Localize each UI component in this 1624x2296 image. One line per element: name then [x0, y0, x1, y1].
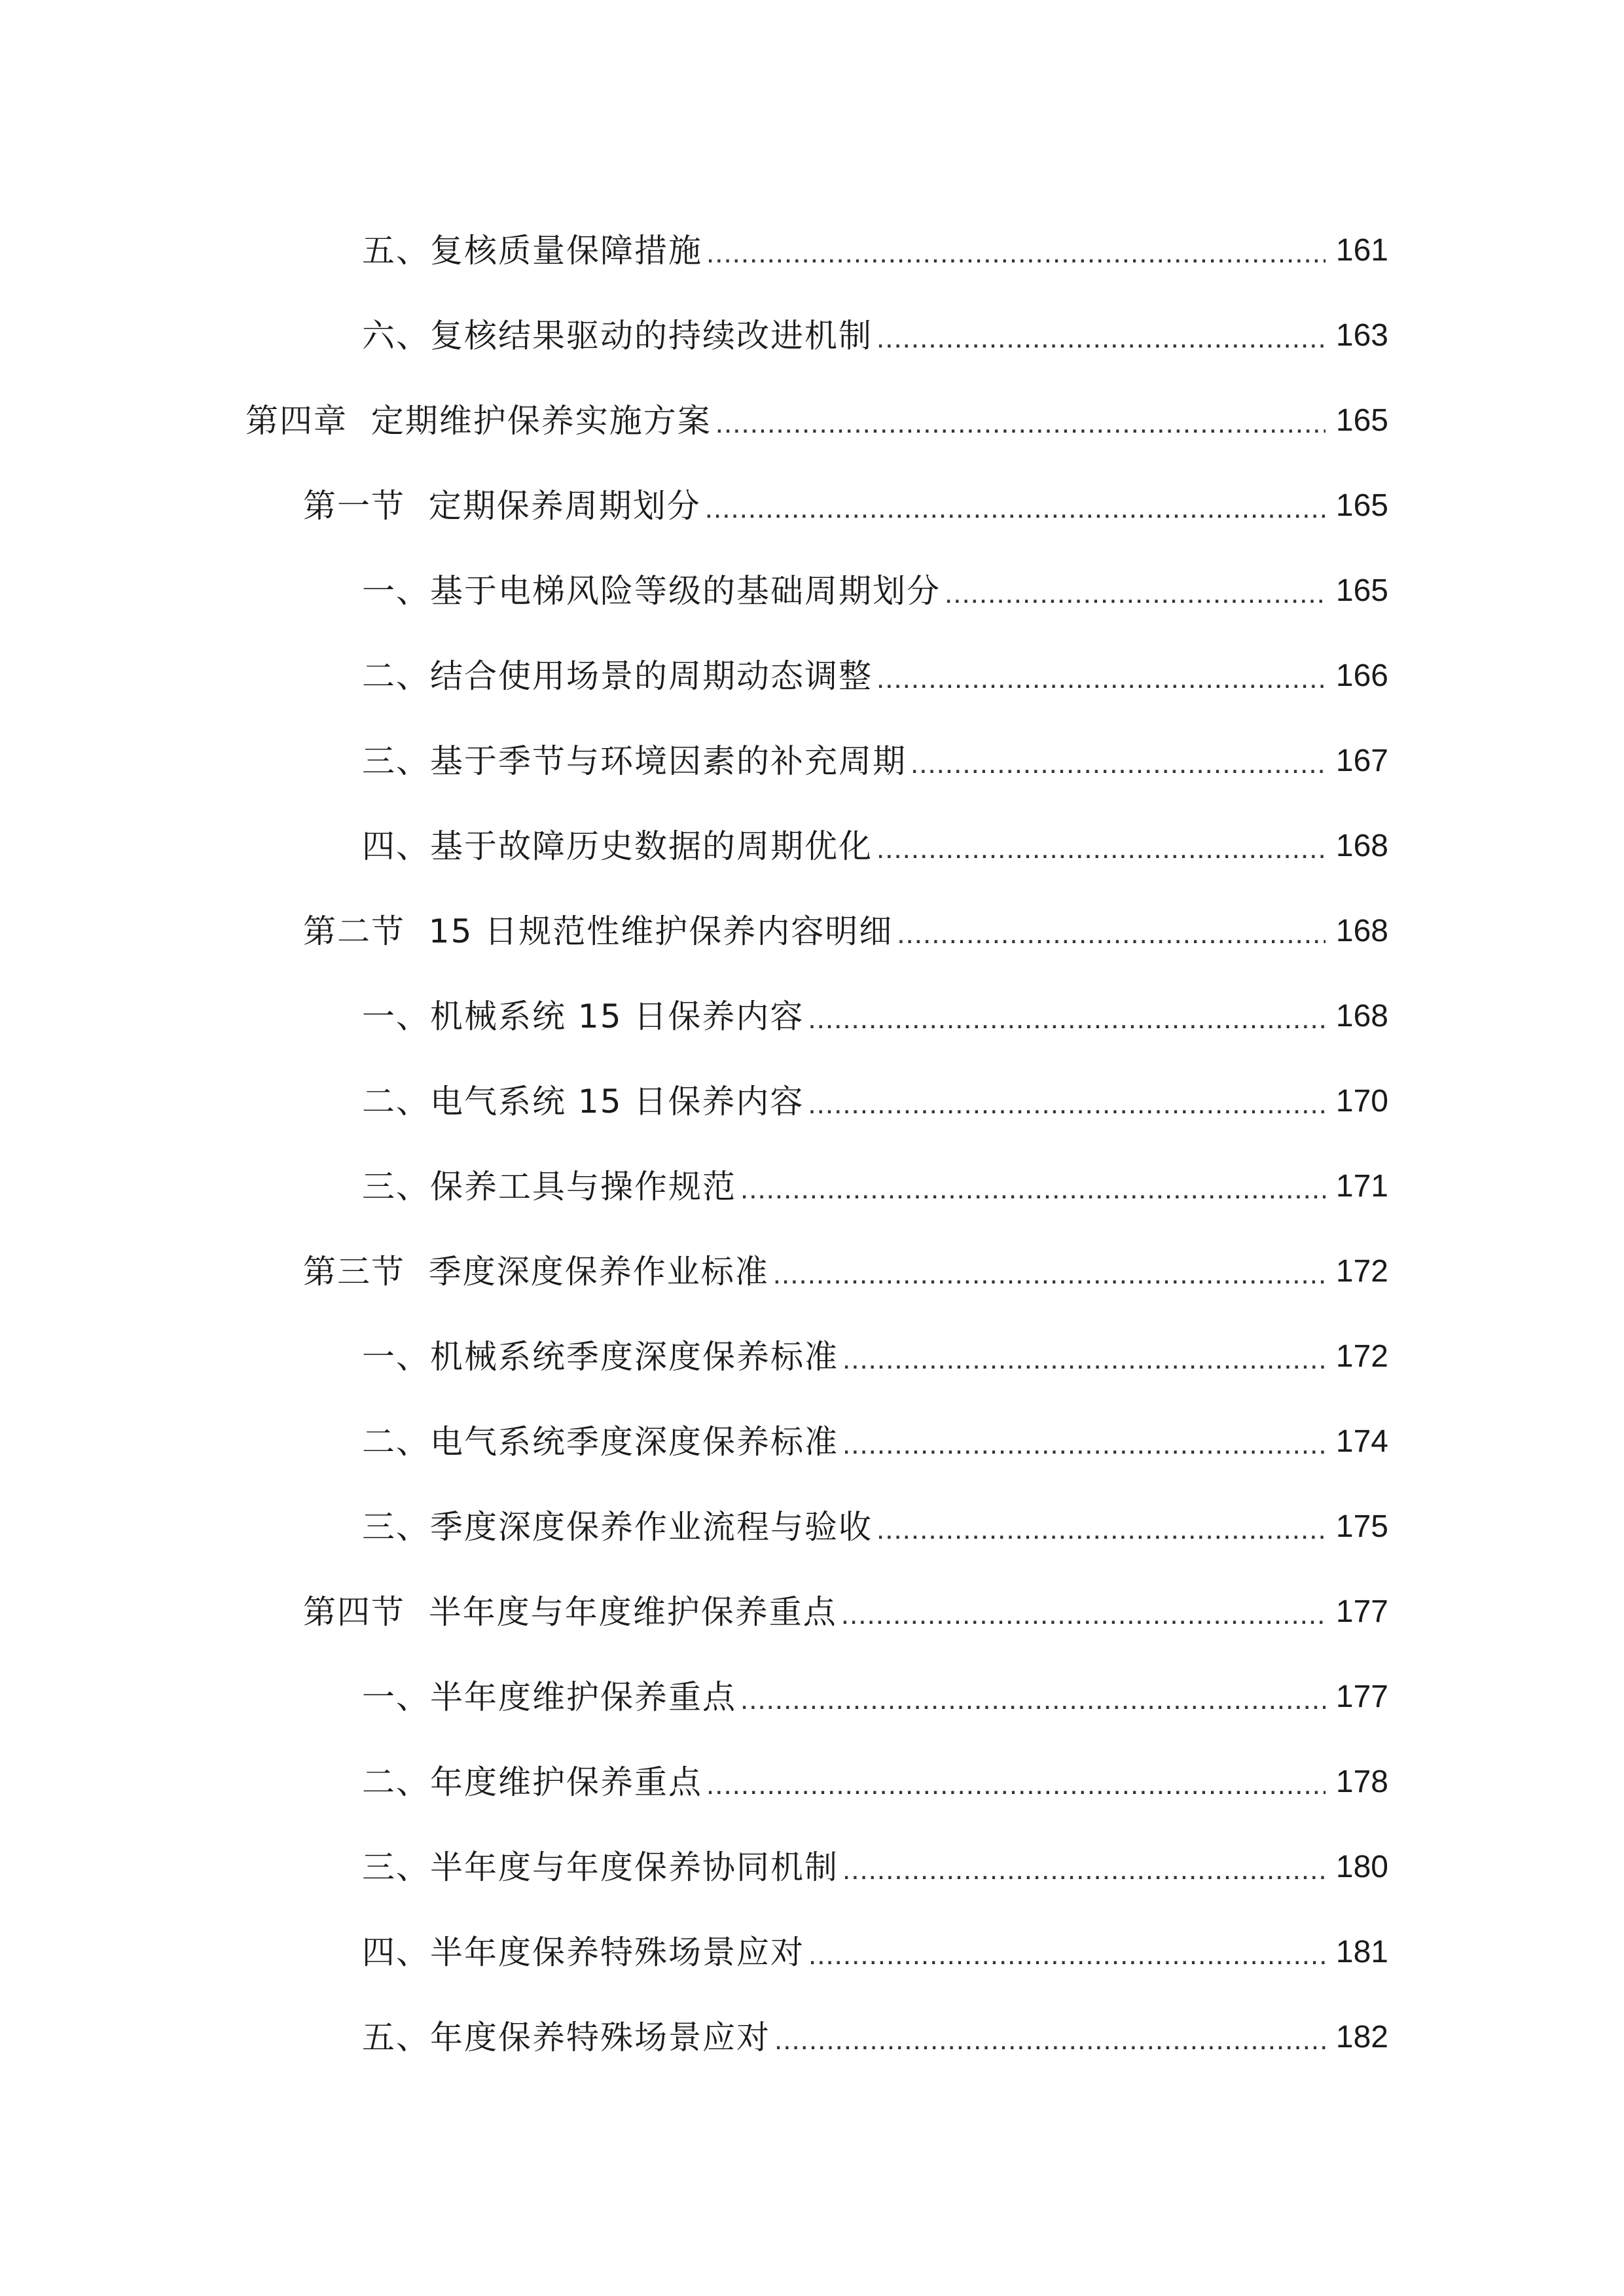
toc-subsection-entry[interactable] — [0, 293, 1624, 378]
toc-entry-title: 第四节 半年度与年度维护保养重点 — [303, 1593, 837, 1631]
toc-entry-title: 三、基于季节与环境因素的补充周期 — [362, 742, 907, 780]
toc-page-number: 172 — [1335, 1339, 1388, 1374]
toc-chapter-entry[interactable] — [0, 378, 1624, 463]
toc-dot-leader — [705, 494, 1326, 523]
toc-entry-title: 二、结合使用场景的周期动态调整 — [362, 657, 873, 695]
toc-subsection-entry[interactable] — [0, 548, 1624, 634]
toc-subsection-entry[interactable] — [0, 1655, 1624, 1740]
toc-subsection-entry[interactable] — [0, 1314, 1624, 1399]
toc-dot-leader — [706, 1770, 1326, 1799]
toc-page-number: 175 — [1335, 1509, 1388, 1544]
toc-dot-leader — [740, 1175, 1326, 1204]
toc-page-number: 171 — [1335, 1169, 1388, 1204]
toc-section-entry[interactable] — [0, 889, 1624, 974]
toc-page-number: 166 — [1335, 658, 1388, 693]
toc-dot-leader — [808, 1005, 1326, 1033]
toc-entry-title: 一、机械系统 15 日保养内容 — [362, 997, 804, 1035]
toc-dot-leader — [808, 1090, 1326, 1119]
table-of-contents — [0, 208, 1624, 2080]
toc-section-entry[interactable] — [0, 463, 1624, 548]
toc-page-number: 163 — [1335, 318, 1388, 353]
toc-dot-leader — [842, 1430, 1326, 1459]
toc-subsection-entry[interactable] — [0, 1144, 1624, 1229]
toc-section-entry[interactable] — [0, 1229, 1624, 1314]
toc-entry-title: 一、基于电梯风险等级的基础周期划分 — [362, 572, 941, 610]
toc-page-number: 177 — [1335, 1594, 1388, 1629]
toc-page-number: 167 — [1335, 744, 1388, 778]
toc-page-number: 161 — [1335, 233, 1388, 268]
toc-entry-title: 三、季度深度保养作业流程与验收 — [362, 1508, 873, 1546]
toc-dot-leader — [876, 1515, 1326, 1544]
toc-subsection-entry[interactable] — [0, 719, 1624, 804]
toc-subsection-entry[interactable] — [0, 1484, 1624, 1570]
toc-entry-title: 三、保养工具与操作规范 — [362, 1168, 736, 1206]
toc-entry-title: 第一节 定期保养周期划分 — [303, 487, 701, 525]
toc-entry-title: 三、半年度与年度保养协同机制 — [362, 1848, 839, 1886]
toc-dot-leader — [876, 324, 1326, 353]
toc-subsection-entry[interactable] — [0, 1825, 1624, 1910]
toc-subsection-entry[interactable] — [0, 804, 1624, 889]
toc-dot-leader — [842, 1345, 1326, 1374]
toc-page-number: 182 — [1335, 2020, 1388, 2054]
toc-subsection-entry[interactable] — [0, 208, 1624, 293]
toc-entry-title: 四、半年度保养特殊场景应对 — [362, 1933, 804, 1971]
toc-entry-title: 第四章 定期维护保养实施方案 — [245, 402, 712, 440]
toc-page-number: 174 — [1335, 1424, 1388, 1459]
toc-page-number: 180 — [1335, 1850, 1388, 1884]
toc-page-number: 168 — [1335, 914, 1388, 948]
toc-dot-leader — [911, 749, 1326, 778]
toc-subsection-entry[interactable] — [0, 1399, 1624, 1484]
toc-subsection-entry[interactable] — [0, 974, 1624, 1059]
toc-entry-title: 二、电气系统季度深度保养标准 — [362, 1423, 839, 1461]
toc-entry-title: 五、年度保养特殊场景应对 — [362, 2018, 770, 2056]
toc-subsection-entry[interactable] — [0, 1059, 1624, 1144]
toc-entry-title: 五、复核质量保障措施 — [362, 232, 702, 270]
toc-dot-leader — [740, 1685, 1326, 1714]
toc-dot-leader — [808, 1941, 1326, 1969]
toc-entry-title: 二、年度维护保养重点 — [362, 1763, 702, 1801]
toc-entry-title: 二、电气系统 15 日保养内容 — [362, 1083, 804, 1121]
toc-page-number: 178 — [1335, 1765, 1388, 1799]
toc-section-entry[interactable] — [0, 1570, 1624, 1655]
toc-subsection-entry[interactable] — [0, 634, 1624, 719]
toc-subsection-entry[interactable] — [0, 1740, 1624, 1825]
toc-entry-title: 六、复核结果驱动的持续改进机制 — [362, 317, 873, 355]
toc-dot-leader — [876, 664, 1326, 693]
toc-entry-title: 一、机械系统季度深度保养标准 — [362, 1338, 839, 1376]
toc-page-number: 165 — [1335, 403, 1388, 438]
toc-page-number: 172 — [1335, 1254, 1388, 1289]
toc-entry-title: 一、半年度维护保养重点 — [362, 1678, 736, 1716]
toc-dot-leader — [841, 1600, 1326, 1629]
toc-page-number: 181 — [1335, 1935, 1388, 1969]
toc-dot-leader — [774, 2026, 1326, 2054]
toc-page-number: 165 — [1335, 488, 1388, 523]
toc-dot-leader — [945, 579, 1326, 608]
toc-page-number: 165 — [1335, 573, 1388, 608]
toc-dot-leader — [842, 1856, 1326, 1884]
toc-page-number: 168 — [1335, 999, 1388, 1033]
toc-page-number: 168 — [1335, 829, 1388, 863]
toc-dot-leader — [773, 1260, 1326, 1289]
toc-subsection-entry[interactable] — [0, 1910, 1624, 1995]
toc-page-number: 177 — [1335, 1679, 1388, 1714]
toc-subsection-entry[interactable] — [0, 1995, 1624, 2080]
toc-dot-leader — [897, 920, 1326, 948]
toc-dot-leader — [715, 409, 1326, 438]
toc-page-number: 170 — [1335, 1084, 1388, 1119]
toc-entry-title: 第三节 季度深度保养作业标准 — [303, 1253, 769, 1291]
toc-dot-leader — [876, 834, 1326, 863]
toc-dot-leader — [706, 239, 1326, 268]
toc-entry-title: 四、基于故障历史数据的周期优化 — [362, 827, 873, 865]
toc-entry-title: 第二节 15 日规范性维护保养内容明细 — [303, 912, 893, 950]
